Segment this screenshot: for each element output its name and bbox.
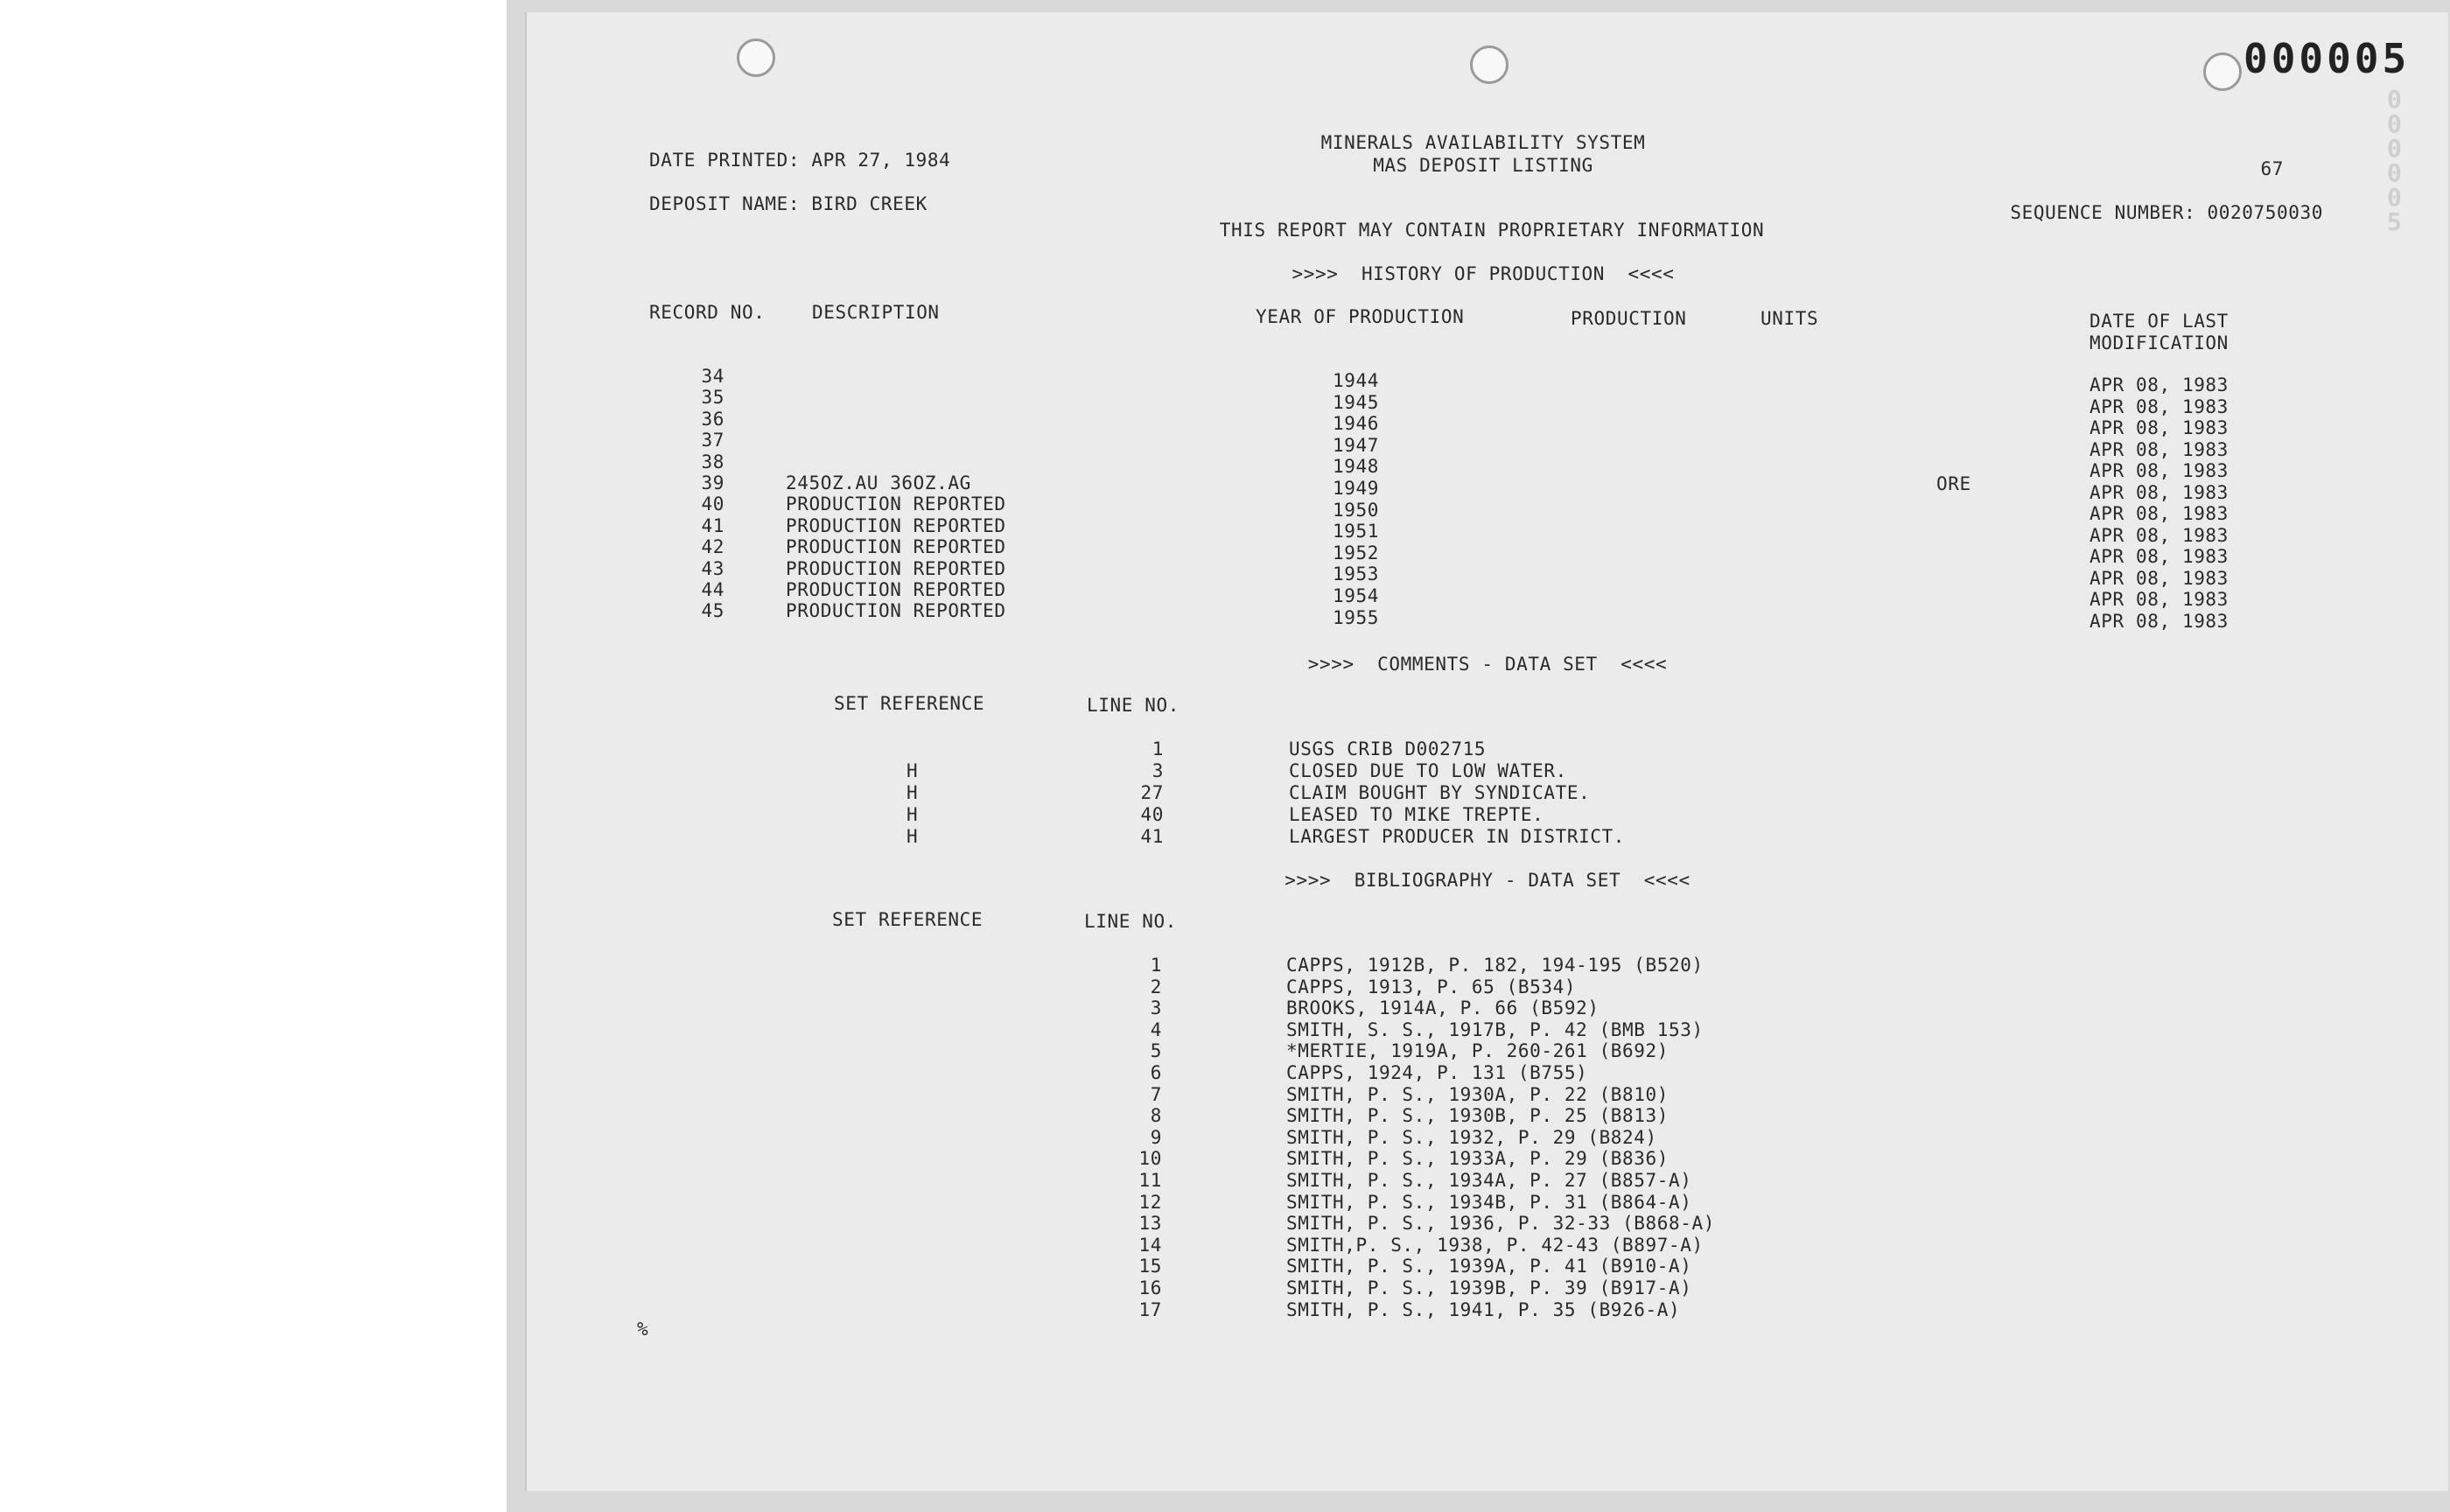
description-cell: PRODUCTION REPORTED [786, 557, 1006, 579]
bibliography-line-no: 11 [1138, 1170, 1162, 1191]
bibliography-citation: CAPPS, 1913, P. 65 (B534) [1286, 976, 1577, 998]
col-units: UNITS [1760, 308, 1819, 329]
punch-hole-right [2203, 52, 2242, 91]
modification-date-cell: APR 08, 1983 [2090, 374, 2229, 396]
description-cell: PRODUCTION REPORTED [786, 494, 1006, 515]
comment-line-no: 41 [1140, 826, 1164, 847]
modification-date-cell: APR 08, 1983 [2090, 396, 2229, 417]
modification-date-cell: APR 08, 1983 [2090, 503, 2229, 524]
comment-text: CLAIM BOUGHT BY SYNDICATE. [1289, 782, 1591, 803]
year-cell: 1953 [1333, 564, 1379, 585]
comments-section-title: >>>> COMMENTS - DATA SET <<<< [1307, 654, 1668, 675]
record-number: 41 [701, 514, 724, 536]
record-number: 37 [701, 430, 724, 452]
comment-line-no: 3 [1152, 760, 1164, 781]
bibliography-line-no: 6 [1150, 1062, 1162, 1083]
bibliography-line-no: 1 [1150, 955, 1162, 976]
deposit-name: DEPOSIT NAME: BIRD CREEK [649, 193, 928, 214]
bibliography-citation: CAPPS, 1924, P. 131 (B755) [1286, 1062, 1588, 1083]
system-title: MINERALS AVAILABILITY SYSTEM [1320, 132, 1646, 153]
bibliography-col-set-reference: SET REFERENCE [832, 909, 984, 930]
description-cell: PRODUCTION REPORTED [786, 600, 1006, 622]
comment-text: LEASED TO MIKE TREPTE. [1289, 804, 1544, 825]
date-printed: DATE PRINTED: APR 27, 1984 [649, 150, 951, 171]
comment-set-reference: H [906, 826, 919, 847]
bibliography-line-no: 12 [1138, 1191, 1162, 1213]
bates-stamp: 000005 [2244, 35, 2411, 82]
units-cell: ORE [1936, 473, 1971, 494]
bibliography-line-no: 10 [1138, 1148, 1162, 1170]
comment-line-no: 40 [1140, 804, 1164, 825]
year-cell: 1948 [1333, 456, 1379, 478]
bibliography-citation: *MERTIE, 1919A, P. 260-261 (B692) [1286, 1040, 1670, 1062]
bibliography-citation: BROOKS, 1914A, P. 66 (B592) [1286, 998, 1600, 1019]
year-cell: 1954 [1333, 585, 1379, 606]
description-cell: PRODUCTION REPORTED [786, 536, 1006, 558]
col-description: DESCRIPTION [812, 302, 940, 323]
bibliography-citation: SMITH, S. S., 1917B, P. 42 (BMB 153) [1286, 1018, 1704, 1040]
bibliography-citation: SMITH, P. S., 1936, P. 32-33 (B868-A) [1286, 1213, 1715, 1235]
bibliography-citation: SMITH, P. S., 1933A, P. 29 (B836) [1286, 1148, 1670, 1170]
col-record-no: RECORD NO. [649, 302, 766, 323]
bibliography-citation: SMITH, P. S., 1934B, P. 31 (B864-A) [1286, 1191, 1692, 1213]
proprietary-notice: THIS REPORT MAY CONTAIN PROPRIETARY INFORMATION [1219, 220, 1765, 241]
bibliography-line-no: 16 [1138, 1278, 1162, 1298]
modification-date-cell: APR 08, 1983 [2090, 524, 2229, 546]
bibliography-line-no: 5 [1150, 1040, 1162, 1062]
record-number: 36 [701, 408, 724, 430]
bibliography-col-line-no: LINE NO. [1084, 911, 1177, 932]
modification-date-cell: APR 08, 1983 [2090, 417, 2229, 438]
comment-line-no: 27 [1140, 782, 1164, 803]
comments-col-set-reference: SET REFERENCE [834, 693, 985, 714]
bibliography-citation: SMITH, P. S., 1939A, P. 41 (B910-A) [1286, 1256, 1692, 1278]
modification-date-cell: APR 08, 1983 [2090, 481, 2229, 503]
comment-line-no: 1 [1152, 738, 1164, 760]
bibliography-line-no: 13 [1138, 1213, 1162, 1235]
bibliography-line-no: 17 [1138, 1298, 1162, 1320]
year-cell: 1947 [1333, 434, 1379, 456]
col-production: PRODUCTION [1571, 308, 1687, 329]
bibliography-citation: CAPPS, 1912B, P. 182, 194-195 (B520) [1286, 955, 1704, 976]
col-date-mod-1: DATE OF LAST [2090, 311, 2229, 332]
page-number: 67 [2260, 158, 2284, 179]
bibliography-section-title: >>>> BIBLIOGRAPHY - DATA SET <<<< [1284, 870, 1690, 891]
comments-col-line-no: LINE NO. [1087, 695, 1180, 716]
bibliography-citation: SMITH, P. S., 1941, P. 35 (B926-A) [1286, 1298, 1681, 1320]
footer-mark: % [637, 1319, 649, 1340]
modification-date-cell: APR 08, 1983 [2090, 610, 2229, 632]
record-number: 38 [701, 451, 724, 472]
year-cell: 1949 [1333, 478, 1379, 499]
bibliography-citation: SMITH, P. S., 1930A, P. 22 (B810) [1286, 1083, 1670, 1105]
description-cell: PRODUCTION REPORTED [786, 514, 1006, 536]
modification-date-cell: APR 08, 1983 [2090, 438, 2229, 460]
bibliography-line-no: 15 [1138, 1256, 1162, 1278]
bibliography-line-no: 3 [1150, 998, 1162, 1019]
year-cell: 1951 [1333, 521, 1379, 542]
year-cell: 1946 [1333, 413, 1379, 435]
modification-date-cell: APR 08, 1983 [2090, 460, 2229, 481]
year-cell: 1952 [1333, 542, 1379, 564]
description-cell: PRODUCTION REPORTED [786, 579, 1006, 600]
bibliography-line-no: 9 [1150, 1126, 1162, 1148]
record-number: 45 [701, 600, 724, 622]
modification-date-cell: APR 08, 1983 [2090, 589, 2229, 610]
bibliography-line-no: 4 [1150, 1018, 1162, 1040]
bibliography-line-no: 14 [1138, 1234, 1162, 1256]
year-cell: 1950 [1333, 499, 1379, 521]
modification-date-cell: APR 08, 1983 [2090, 567, 2229, 589]
comment-set-reference: H [906, 760, 919, 781]
comment-set-reference: H [906, 782, 919, 803]
bibliography-line-no: 7 [1150, 1083, 1162, 1105]
bibliography-citation: SMITH, P. S., 1930B, P. 25 (B813) [1286, 1105, 1670, 1127]
comment-text: USGS CRIB D002715 [1289, 738, 1487, 760]
description-cell: 245OZ.AU 36OZ.AG [786, 472, 971, 494]
bates-stamp-ghost: 0 0 0 0 0 5 [2387, 85, 2402, 236]
year-cell: 1945 [1333, 391, 1379, 413]
year-cell: 1955 [1333, 606, 1379, 628]
bibliography-citation: SMITH, P. S., 1932, P. 29 (B824) [1286, 1126, 1657, 1148]
col-year: YEAR OF PRODUCTION [1256, 306, 1465, 327]
punch-hole-left [737, 38, 775, 77]
record-number: 43 [701, 557, 724, 579]
record-number: 40 [701, 494, 724, 515]
comment-text: CLOSED DUE TO LOW WATER. [1289, 760, 1567, 781]
record-number: 42 [701, 536, 724, 558]
modification-date-cell: APR 08, 1983 [2090, 546, 2229, 567]
col-date-mod-2: MODIFICATION [2090, 332, 2229, 354]
sequence-number: SEQUENCE NUMBER: 0020750030 [2010, 202, 2323, 223]
bibliography-line-no: 8 [1150, 1105, 1162, 1127]
record-number: 34 [701, 366, 724, 387]
bibliography-citation: SMITH,P. S., 1938, P. 42-43 (B897-A) [1286, 1234, 1704, 1256]
bibliography-citation: SMITH, P. S., 1939B, P. 39 (B917-A) [1286, 1278, 1692, 1298]
listing-title: MAS DEPOSIT LISTING [1373, 155, 1593, 176]
record-number: 35 [701, 387, 724, 409]
bibliography-citation: SMITH, P. S., 1934A, P. 27 (B857-A) [1286, 1170, 1692, 1191]
comment-set-reference: H [906, 804, 919, 825]
record-number: 44 [701, 579, 724, 600]
record-number: 39 [701, 472, 724, 494]
comment-text: LARGEST PRODUCER IN DISTRICT. [1289, 826, 1626, 847]
punch-hole-center [1470, 46, 1508, 84]
year-cell: 1944 [1333, 370, 1379, 391]
production-section-title: >>>> HISTORY OF PRODUCTION <<<< [1292, 263, 1675, 284]
bibliography-line-no: 2 [1150, 976, 1162, 998]
